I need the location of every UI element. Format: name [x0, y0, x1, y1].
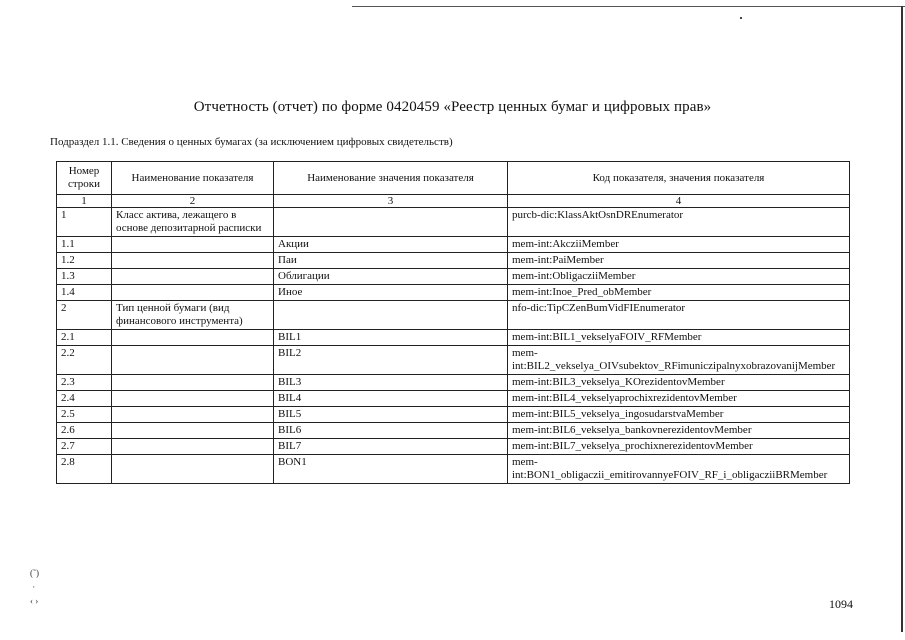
column-number: 4: [508, 195, 850, 208]
row-number-cell: 2.8: [57, 455, 112, 484]
table-header-row: [57, 162, 850, 195]
scan-edge-top: [352, 6, 905, 7]
indicator-name-cell: [112, 407, 274, 423]
row-number-cell: 1: [57, 208, 112, 237]
indicator-name-cell: [112, 285, 274, 301]
value-name-cell: BIL1: [274, 330, 508, 346]
scan-margin-marks: (˜) · ‹ ›: [30, 568, 39, 606]
code-cell: mem-int:PaiMember: [508, 253, 850, 269]
row-number-cell: 2.1: [57, 330, 112, 346]
table-row: [57, 285, 850, 301]
page-title: Отчетность (отчет) по форме 0420459 «Реестр ценных бумаг и цифровых прав»: [193, 99, 712, 115]
section-subtitle: Подраздел 1.1. Сведения о ценных бумагах (за исключением цифровых свидетельств): [50, 136, 453, 148]
row-number-cell: 2.7: [57, 439, 112, 455]
code-cell: nfo-dic:TipCZenBumVidFIEnumerator: [508, 301, 850, 330]
code-cell: mem-int:AkcziiMember: [508, 237, 850, 253]
code-cell: mem-int:BIL3_vekselya_KOrezidentovMember: [508, 375, 850, 391]
code-cell: mem-int:BIL1_vekselyaFOIV_RFMember: [508, 330, 850, 346]
indicator-name-cell: [112, 346, 274, 375]
indicator-name-cell: [112, 375, 274, 391]
value-name-cell: BIL4: [274, 391, 508, 407]
column-number: 2: [112, 195, 274, 208]
code-cell: mem-int:BIL6_vekselya_bankovnerezidentovMember: [508, 423, 850, 439]
table-row: [57, 253, 850, 269]
row-number-cell: 1.4: [57, 285, 112, 301]
table-row: [57, 407, 850, 423]
value-name-cell: BIL3: [274, 375, 508, 391]
table-row: [57, 269, 850, 285]
row-number-cell: 2.4: [57, 391, 112, 407]
table-row: [57, 391, 850, 407]
value-name-cell: BIL7: [274, 439, 508, 455]
indicator-name-cell: [112, 423, 274, 439]
table-row: [57, 346, 850, 375]
value-name-cell: BON1: [274, 455, 508, 484]
indicator-name-cell: [112, 455, 274, 484]
row-number-cell: 2: [57, 301, 112, 330]
code-cell: mem-int:BIL2_vekselya_OIVsubektov_RFimuniczipalnyxobrazovanijMember: [508, 346, 850, 375]
table-row: [57, 439, 850, 455]
column-number: 3: [274, 195, 508, 208]
value-name-cell: BIL5: [274, 407, 508, 423]
table-row: [57, 330, 850, 346]
row-number-cell: 2.3: [57, 375, 112, 391]
code-cell: mem-int:BIL4_vekselyaprochixrezidentovMember: [508, 391, 850, 407]
indicator-name-cell: [112, 391, 274, 407]
registry-table: [56, 161, 850, 484]
indicator-name-cell: Тип ценной бумаги (вид финансового инструмента): [112, 301, 274, 330]
row-number-cell: 2.5: [57, 407, 112, 423]
value-name-cell: Облигации: [274, 269, 508, 285]
header-value-name: Наименование значения показателя: [274, 162, 508, 195]
code-cell: mem-int:BIL7_vekselya_prochixnerezidentovMember: [508, 439, 850, 455]
table-row: [57, 375, 850, 391]
value-name-cell: Иное: [274, 285, 508, 301]
row-number-cell: 1.2: [57, 253, 112, 269]
table-row: [57, 208, 850, 237]
value-name-cell: Акции: [274, 237, 508, 253]
scan-speck: [740, 17, 742, 19]
indicator-name-cell: [112, 269, 274, 285]
indicator-name-cell: Класс актива, лежащего в основе депозитарной расписки: [112, 208, 274, 237]
indicator-name-cell: [112, 253, 274, 269]
indicator-name-cell: [112, 330, 274, 346]
table-row: [57, 423, 850, 439]
value-name-cell: [274, 301, 508, 330]
row-number-cell: 1.3: [57, 269, 112, 285]
column-number: 1: [57, 195, 112, 208]
header-indicator-name: Наименование показателя: [112, 162, 274, 195]
code-cell: purcb-dic:KlassAktOsnDREnumerator: [508, 208, 850, 237]
indicator-name-cell: [112, 237, 274, 253]
table-row: [57, 301, 850, 330]
value-name-cell: [274, 208, 508, 237]
code-cell: mem-int:BON1_obligaczii_emitirovannyeFOIV_RF_i_obligacziiBRMember: [508, 455, 850, 484]
value-name-cell: BIL2: [274, 346, 508, 375]
row-number-cell: 1.1: [57, 237, 112, 253]
column-number-row: [57, 195, 850, 208]
row-number-cell: 2.2: [57, 346, 112, 375]
value-name-cell: Паи: [274, 253, 508, 269]
code-cell: mem-int:BIL5_vekselya_ingosudarstvaMember: [508, 407, 850, 423]
table-row: [57, 237, 850, 253]
value-name-cell: BIL6: [274, 423, 508, 439]
header-row-number: Номер строки: [57, 162, 112, 195]
header-code: Код показателя, значения показателя: [508, 162, 850, 195]
page-number: 1094: [829, 597, 853, 611]
code-cell: mem-int:Inoe_Pred_obMember: [508, 285, 850, 301]
table-row: [57, 455, 850, 484]
row-number-cell: 2.6: [57, 423, 112, 439]
code-cell: mem-int:ObligacziiMember: [508, 269, 850, 285]
indicator-name-cell: [112, 439, 274, 455]
